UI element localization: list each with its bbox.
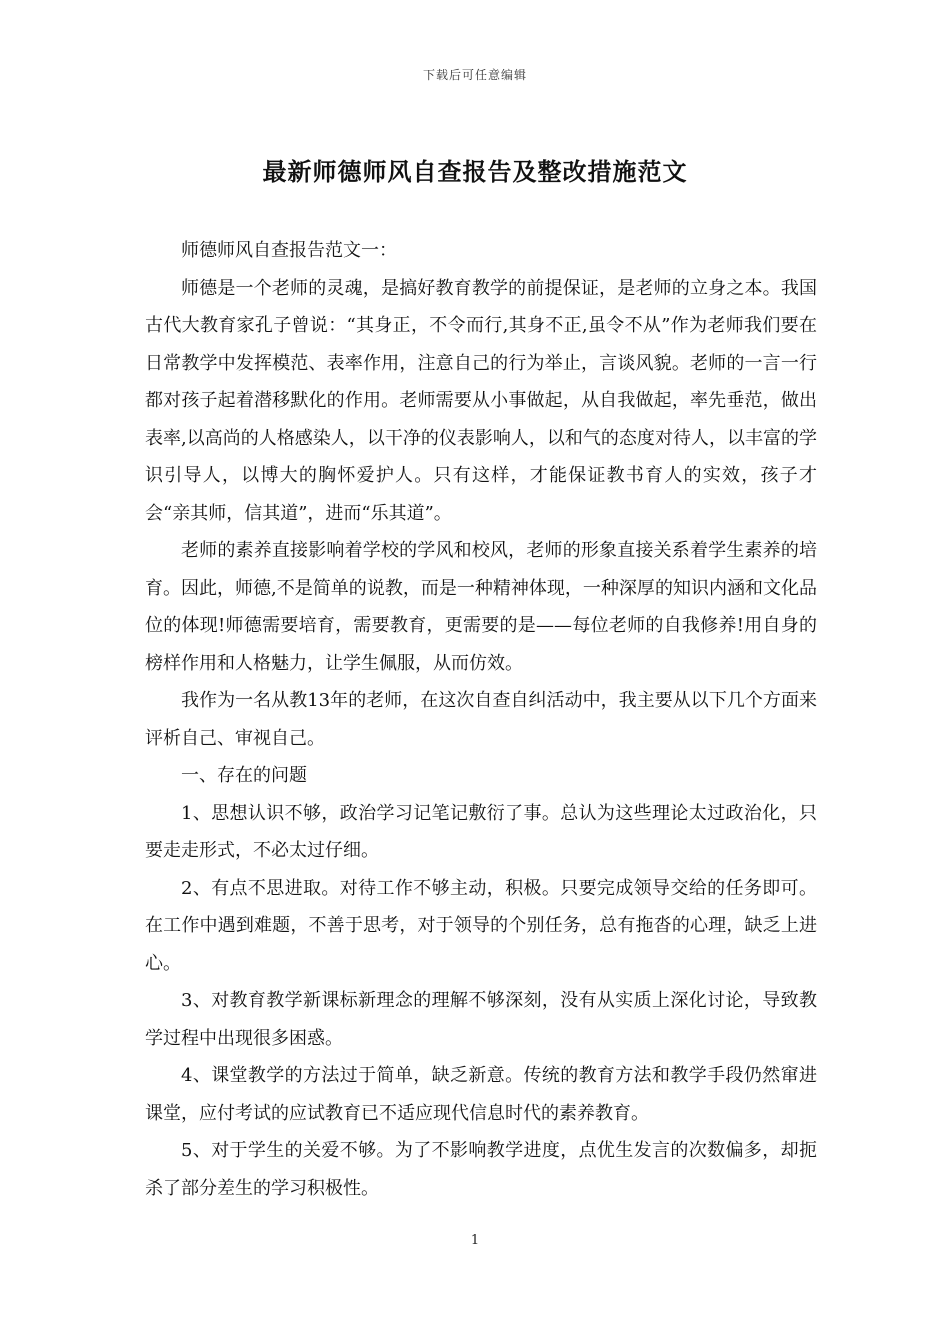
problem-item-4: 4、课堂教学的方法过于简单，缺乏新意。传统的教育方法和教学手段仍然窜进课堂，应付考试的应试教育已不适应现代信息时代的素养教育。 [145,1065,817,1124]
paragraph-self-review: 我作为一名从教13年的老师，在这次自查自纠活动中，我主要从以下几个方面来评析自己、审视自己。 [145,690,817,749]
problem-item-2: 2、有点不思进取。对待工作不够主动，积极。只要完成领导交给的任务即可。在工作中遇到难题，不善于思考，对于领导的个别任务，总有拖沓的心理，缺乏上进心。 [145,877,817,974]
document-title: 最新师德师风自查报告及整改措施范文 [262,157,688,186]
paragraph-intro: 师德是一个老师的灵魂，是搞好教育教学的前提保证，是老师的立身之本。我国古代大教育家孔子曾说：“其身正，不令而行,其身不正,虽令不从”作为老师我们要在日常教学中发挥模范、表率作用，注意自己的行为举止，言谈风貌。老师的一言一行都对孩子起着潜移默化的作用。老师需要从小事做起，从自我做起，率先垂范，做出表率,以高尚的人格感染人，以干净的仪表影响人，以和气的态度对待人，以丰富的学识引导人，以博大的胸怀爱护人。只有这样，才能保证教书育人的实效，孩子才会“亲其师，信其道”，进而“乐其道”。 [145,277,817,524]
paragraph-teacher-quality: 老师的素养直接影响着学校的学风和校风，老师的形象直接关系着学生素养的培育。因此，师德,不是简单的说教，而是一种精神体现，一种深厚的知识内涵和文化品位的体现!师德需要培育，需要教育，更需要的是——每位老师的自我修养!用自身的榜样作用和人格魅力，让学生佩服，从而仿效。 [145,540,817,674]
section-heading-problems: 一、存在的问题 [181,765,307,786]
problem-item-5: 5、对于学生的关爱不够。为了不影响教学进度，点优生发言的次数偏多，却扼杀了部分差生的学习积极性。 [145,1140,817,1199]
problem-item-1: 1、思想认识不够，政治学习记笔记敷衍了事。总认为这些理论太过政治化，只要走走形式，不必太过仔细。 [145,802,817,861]
page-number: 1 [470,1233,480,1248]
subheading-sample-one: 师德师风自查报告范文一： [181,240,397,261]
header-note: 下载后可任意编辑 [422,68,527,82]
document-body [145,232,817,1207]
problem-item-3: 3、对教育教学新课标新理念的理解不够深刻，没有从实质上深化讨论，导致教学过程中出现很多困惑。 [145,990,817,1049]
